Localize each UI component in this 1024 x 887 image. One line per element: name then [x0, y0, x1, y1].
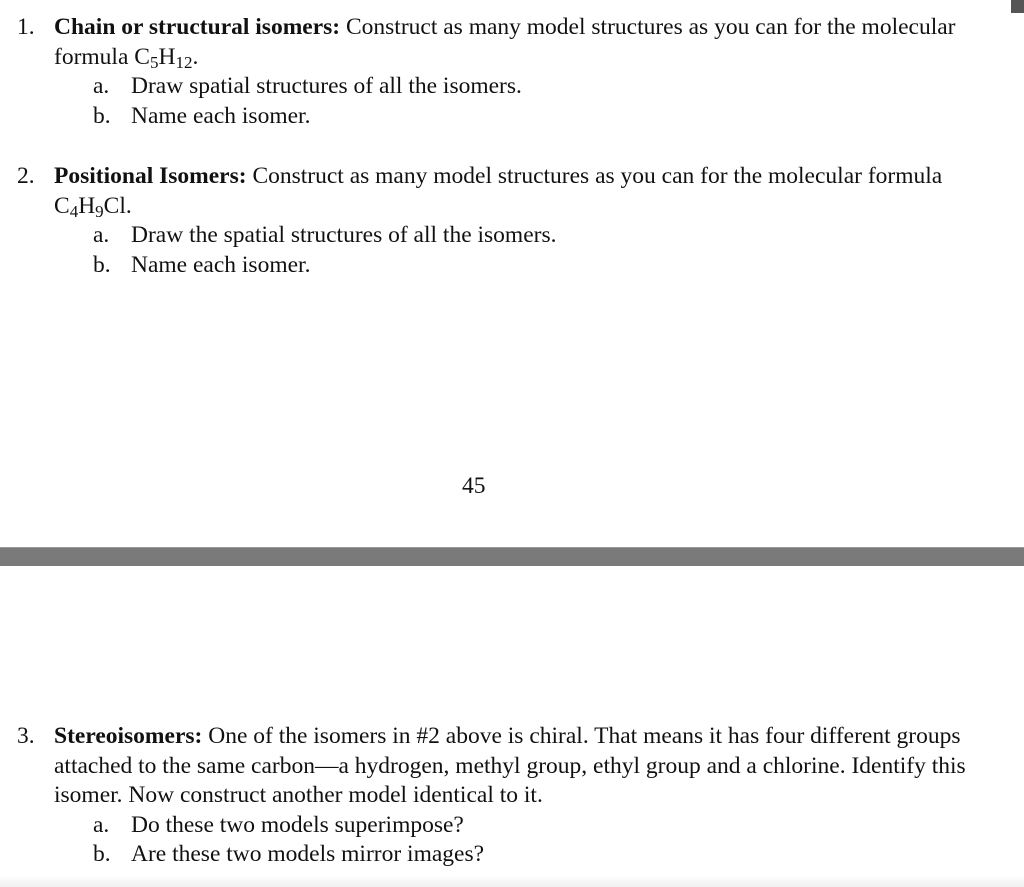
- question-body: [54, 162, 944, 221]
- question-text: One of the isomers in #2 above is chiral. That means it has four different groups attached to the same carbon—a hydrogen, methyl group, ethyl group and a chlorine. Identify this isomer. Now construct another model identical to it.: [54, 723, 966, 808]
- sub-item-text: Name each isomer.: [131, 102, 311, 129]
- formula-subscript: 9: [95, 201, 104, 221]
- sub-item: [0, 221, 1000, 251]
- page-separator: [0, 547, 1024, 566]
- sub-item-letter: a.: [93, 811, 110, 838]
- question-title: Stereoisomers:: [54, 723, 203, 749]
- sub-item: [0, 811, 1000, 841]
- sub-item-text: Are these two models mirror images?: [131, 841, 485, 867]
- sub-item-text: Do these two models superimpose?: [131, 811, 464, 838]
- sub-item-letter: b.: [93, 251, 111, 278]
- sub-item-letter: b.: [93, 841, 111, 867]
- question-title: Positional Isomers:: [54, 163, 247, 189]
- formula-subscript: 5: [149, 52, 159, 72]
- question-text: Construct as many model structures as you can for the molecular formula C: [54, 163, 943, 219]
- sub-item-text: Name each isomer.: [131, 251, 311, 278]
- formula-subscript: 4: [69, 201, 79, 221]
- question-number: 3.: [17, 723, 35, 749]
- sub-item: [0, 251, 1000, 281]
- sub-item: [0, 840, 1000, 870]
- corner-marker-icon: [1011, 0, 1024, 13]
- sub-item-text: Draw spatial structures of all the isomers.: [131, 73, 522, 99]
- sub-item-letter: b.: [93, 102, 111, 129]
- page-number: 45: [462, 473, 486, 499]
- question-title: Chain or structural isomers:: [54, 14, 341, 40]
- sub-item-letter: a.: [93, 73, 110, 99]
- formula-element: H: [78, 192, 96, 219]
- formula-end: Cl.: [103, 192, 132, 219]
- document-page-lower: [0, 566, 1024, 887]
- question-number: 1.: [17, 14, 35, 40]
- question-body: [54, 13, 1000, 72]
- question-body: [54, 722, 969, 811]
- question-number: 2.: [17, 163, 35, 189]
- formula-subscript: 12: [175, 52, 193, 72]
- sub-item-letter: a.: [93, 222, 110, 248]
- bottom-shadow: [0, 875, 1024, 887]
- question-text: Construct as many model structures as you can for the molecular formula C: [54, 14, 956, 70]
- formula-element: H: [158, 43, 176, 70]
- sub-item-text: Draw the spatial structures of all the isomers.: [131, 222, 557, 248]
- question-3: [0, 722, 1000, 870]
- question-2: [0, 162, 1000, 280]
- formula-end: .: [192, 43, 199, 70]
- sub-item: [0, 102, 1000, 132]
- question-1: [0, 13, 1000, 131]
- sub-item: [0, 72, 1000, 102]
